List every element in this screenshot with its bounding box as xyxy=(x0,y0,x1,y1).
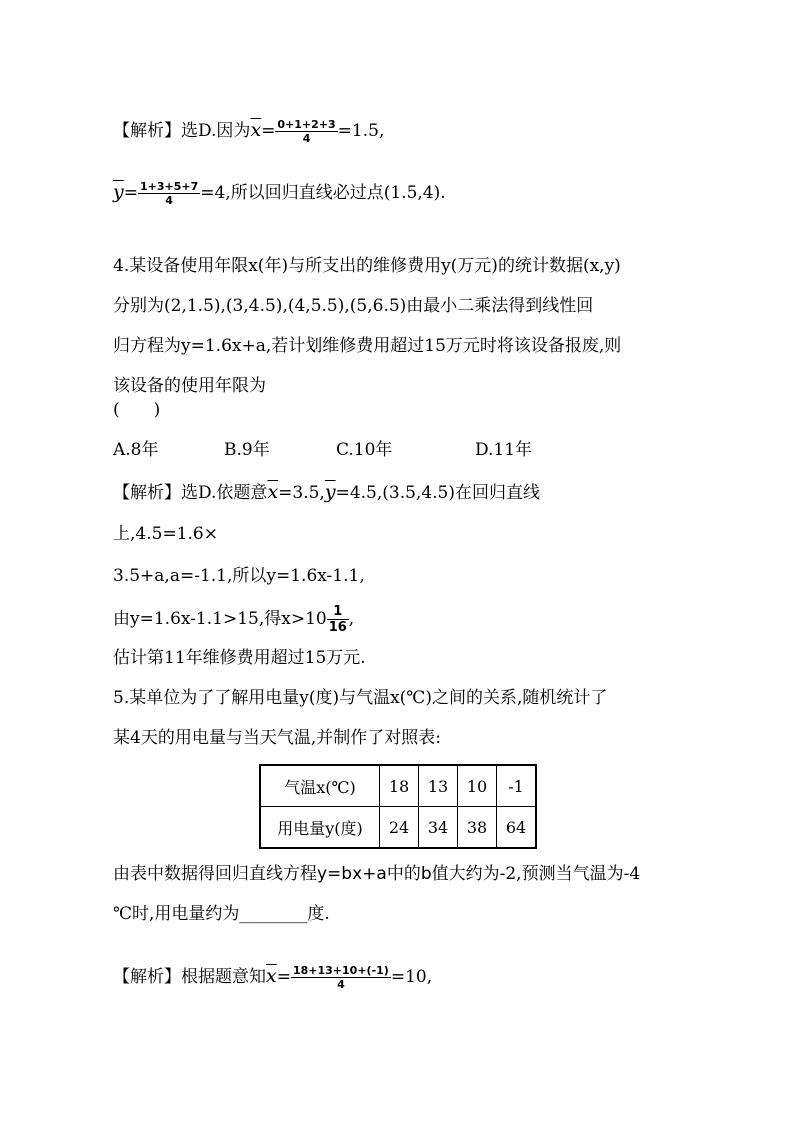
option-c: C.10年 xyxy=(336,440,393,460)
option-d: D.11年 xyxy=(475,440,533,460)
answer-parentheses: ( ) xyxy=(113,400,161,420)
question-5-line-3: 由表中数据得回归直线方程y=bx+a中的b值大约为-2,预测当气温为-4 xyxy=(113,864,641,884)
solution-5-line-1: 【解析】根据题意知$\overline{x}=$ $\frac{18+13+10+(-1)}{4}$ =10, xyxy=(113,964,433,991)
question-4-line-1: 4.某设备使用年限x(年)与所支出的维修费用y(万元)的统计数据(x,y) xyxy=(113,256,621,276)
table-cell: 13 xyxy=(419,765,458,807)
question-4-line-4: 该设备的使用年限为 xyxy=(113,376,266,396)
question-5-line-2: 某4天的用电量与当天气温,并制作了对照表: xyxy=(113,728,441,748)
question-5-line-4: ℃时,用电量约为________度. xyxy=(113,904,330,924)
solution-4-line-2: 上,4.5=1.6× xyxy=(113,524,218,544)
option-b: B.9年 xyxy=(224,440,270,460)
fraction: $\frac{1+3+5+7}{4}$ xyxy=(139,180,199,207)
row-header-electricity: 用电量y(度) xyxy=(260,807,380,849)
data-table xyxy=(259,764,537,849)
solution-4-line-3: 3.5+a,a=-1.1,所以y=1.6x-1.1, xyxy=(113,566,365,586)
solution-4-line-1: 【解析】选D.依题意$\overline{x}=3.5,\overline{y}=4.5,(3.5,4.5)$在回归直线 xyxy=(113,481,541,503)
question-5-line-1: 5.某单位为了了解用电量y(度)与气温x(℃)之间的关系,随机统计了 xyxy=(113,688,608,708)
analysis-tag: 【解析】 xyxy=(113,121,181,141)
fraction: $\frac{1}{16}$ xyxy=(328,604,347,635)
table-row xyxy=(260,807,536,849)
options-row xyxy=(113,440,532,460)
table-cell: -1 xyxy=(497,765,537,807)
solution-4-line-5: 估计第11年维修费用超过15万元. xyxy=(113,648,366,668)
analysis-tag: 【解析】 xyxy=(113,483,181,503)
y-bar-symbol: $\overline{y}$ xyxy=(113,181,124,203)
x-bar-symbol: $\overline{x}$ xyxy=(267,481,279,503)
table-cell: 34 xyxy=(419,807,458,849)
y-bar-symbol: $\overline{y}$ xyxy=(324,481,336,503)
table-cell: 18 xyxy=(380,765,419,807)
table-cell: 24 xyxy=(380,807,419,849)
solution-1-line-2: $\overline{y}=$ $\frac{1+3+5+7}{4}$ =4,所以回归直线必过点(1.5,4). xyxy=(113,180,446,207)
solution-4-line-4: 由y=1.6x-1.1>15,得x>10 $\frac{1}{16}$ , xyxy=(113,604,355,635)
fraction: $\frac{0+1+2+3}{4}$ xyxy=(277,118,336,145)
option-a: A.8年 xyxy=(113,440,159,460)
solution-1-line-1: 【解析】选D.因为$\overline{x}=$ $\frac{0+1+2+3}{4}$ =1.5, xyxy=(113,118,385,145)
fraction: $\frac{18+13+10+(-1)}{4}$ xyxy=(292,964,389,991)
x-bar-symbol: $\overline{x}$ xyxy=(266,965,277,987)
question-4-line-2: 分别为(2,1.5),(3,4.5),(4,5.5),(5,6.5)由最小二乘法得到线性回 xyxy=(113,296,594,316)
x-bar-symbol: $\overline{x}$ xyxy=(250,119,262,141)
table-cell: 10 xyxy=(458,765,497,807)
row-header-temperature: 气温x(℃) xyxy=(260,765,380,807)
analysis-tag: 【解析】 xyxy=(113,967,181,987)
table-cell: 38 xyxy=(458,807,497,849)
table-row xyxy=(260,765,536,807)
table-cell: 64 xyxy=(497,807,537,849)
question-4-line-3: 归方程为y=1.6x+a,若计划维修费用超过15万元时将该设备报废,则 xyxy=(113,336,622,356)
